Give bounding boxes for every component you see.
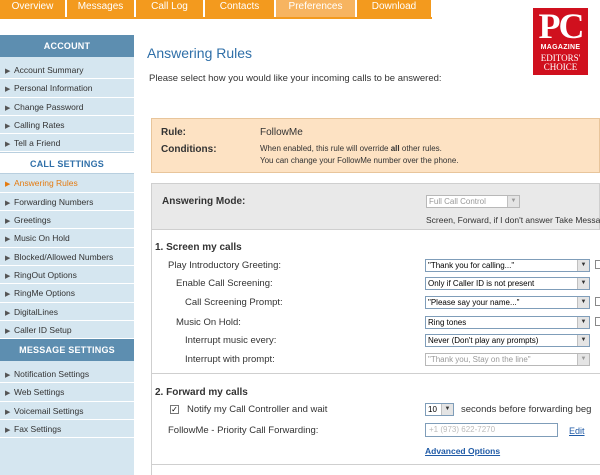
sidebar-item-voicemail-settings[interactable] xyxy=(0,402,134,420)
edit-prompt-icon[interactable] xyxy=(595,297,600,306)
sidebar-item-ringme-options[interactable] xyxy=(0,284,134,302)
conditions-label: Conditions: xyxy=(161,144,217,155)
edit-music-icon[interactable] xyxy=(595,317,600,326)
rule-value: FollowMe xyxy=(260,127,303,138)
section-divider xyxy=(151,464,600,465)
tab-download[interactable]: Download xyxy=(357,0,432,17)
sidebar-item-greetings[interactable] xyxy=(0,211,134,229)
interrupt-every-select[interactable] xyxy=(425,334,590,347)
select-value: "Thank you for calling..." xyxy=(428,261,515,270)
enable-screening-select[interactable] xyxy=(425,277,590,290)
interrupt-prompt-select[interactable] xyxy=(425,353,590,366)
tab-contacts[interactable]: Contacts xyxy=(205,0,275,17)
arrow-right-icon: ▶ xyxy=(5,68,11,75)
answering-mode-select[interactable] xyxy=(426,195,520,208)
chevron-down-icon: ▼ xyxy=(577,260,589,271)
section-divider xyxy=(151,373,600,374)
sidebar-item-label: Fax Settings xyxy=(14,424,62,435)
tab-messages[interactable]: Messages xyxy=(67,0,135,17)
sidebar-item-account-summary[interactable] xyxy=(0,61,134,79)
arrow-right-icon: ▶ xyxy=(5,86,11,94)
select-value: "Thank you, Stay on the line" xyxy=(428,355,531,364)
arrow-right-icon: ▶ xyxy=(5,309,11,317)
pc-magazine-editors-choice-logo xyxy=(533,8,588,75)
play-greeting-label: Play Introductory Greeting: xyxy=(168,260,281,271)
rule-label: Rule: xyxy=(161,127,186,138)
screening-prompt-label: Call Screening Prompt: xyxy=(185,297,283,308)
arrow-right-icon: ▶ xyxy=(5,291,11,299)
sidebar-header-call-settings: CALL SETTINGS xyxy=(0,152,134,174)
wait-seconds-select[interactable] xyxy=(425,403,454,416)
sidebar-item-label: DigitalLines xyxy=(14,306,58,317)
arrow-right-icon: ▶ xyxy=(5,181,11,189)
sidebar-item-label: Caller ID Setup xyxy=(14,324,72,335)
arrow-right-icon: ▶ xyxy=(5,104,11,112)
badge-choice-text: CHOICE xyxy=(543,62,578,72)
chevron-down-icon: ▼ xyxy=(577,317,589,328)
sidebar-item-web-settings[interactable] xyxy=(0,383,134,401)
sidebar-item-change-password[interactable] xyxy=(0,98,134,116)
sidebar-item-label: Music On Hold xyxy=(14,233,70,244)
sidebar-item-label: Answering Rules xyxy=(14,178,78,189)
select-value: Never (Don't play any prompts) xyxy=(428,336,539,345)
arrow-right-icon: ▶ xyxy=(5,122,11,130)
notify-controller-checkbox[interactable]: ✓ xyxy=(171,405,178,414)
sidebar-item-caller-id-setup[interactable] xyxy=(0,321,134,339)
arrow-right-icon: ▶ xyxy=(5,390,11,398)
chevron-down-icon: ▼ xyxy=(577,278,589,289)
chevron-down-icon: ▼ xyxy=(441,404,453,415)
sidebar-item-label: Tell a Friend xyxy=(14,138,61,149)
notify-controller-label: Notify my Call Controller and wait xyxy=(187,404,328,415)
wait-seconds-suffix: seconds before forwarding beg xyxy=(461,404,592,415)
tab-preferences[interactable]: Preferences xyxy=(276,0,356,17)
sidebar-item-label: Change Password xyxy=(14,101,84,112)
interrupt-prompt-label: Interrupt with prompt: xyxy=(185,354,275,365)
arrow-right-icon: ▶ xyxy=(5,218,11,226)
badge-pc-text: PC xyxy=(538,6,583,46)
nav-underline xyxy=(0,17,432,19)
sidebar-item-blocked-allowed-numbers[interactable] xyxy=(0,248,134,266)
sidebar-header-account: ACCOUNT xyxy=(0,35,134,57)
sidebar-item-label: Greetings xyxy=(14,215,51,226)
sidebar-item-label: Forwarding Numbers xyxy=(14,196,94,207)
followme-number-input[interactable]: +1 (973) 622-7270 xyxy=(425,423,558,437)
arrow-right-icon: ▶ xyxy=(5,408,11,416)
sidebar-item-personal-information[interactable] xyxy=(0,79,134,97)
sidebar-header-message-settings: MESSAGE SETTINGS xyxy=(0,339,134,361)
badge-magazine-text: MAGAZINE xyxy=(540,44,581,51)
sidebar-item-music-on-hold[interactable] xyxy=(0,229,134,247)
tab-overview[interactable]: Overview xyxy=(0,0,66,17)
section-forward-calls-title: 2. Forward my calls xyxy=(155,387,248,398)
sidebar-item-answering-rules[interactable] xyxy=(0,174,134,192)
advanced-options-link[interactable]: Advanced Options xyxy=(425,446,501,456)
play-greeting-select[interactable] xyxy=(425,259,590,272)
sidebar-item-label: Personal Information xyxy=(14,83,93,94)
arrow-right-icon: ▶ xyxy=(5,254,11,262)
sidebar-item-label: RingMe Options xyxy=(14,288,75,299)
sidebar-item-digitallines[interactable] xyxy=(0,303,134,321)
select-value: Only if Caller ID is not present xyxy=(428,279,535,288)
chevron-down-icon: ▼ xyxy=(507,196,519,207)
sidebar-item-ringout-options[interactable] xyxy=(0,266,134,284)
answering-mode-box xyxy=(151,183,600,230)
chevron-down-icon: ▼ xyxy=(577,297,589,308)
music-on-hold-select[interactable] xyxy=(425,316,590,329)
enable-screening-label: Enable Call Screening: xyxy=(176,278,273,289)
music-on-hold-label: Music On Hold: xyxy=(176,317,241,328)
interrupt-every-label: Interrupt music every: xyxy=(185,335,277,346)
sidebar xyxy=(0,35,134,475)
chevron-down-icon: ▼ xyxy=(577,354,589,365)
sidebar-item-label: Voicemail Settings xyxy=(14,405,84,416)
arrow-right-icon: ▶ xyxy=(5,427,11,435)
arrow-right-icon: ▶ xyxy=(5,372,11,380)
sidebar-item-label: Blocked/Allowed Numbers xyxy=(14,251,114,262)
sidebar-item-forwarding-numbers[interactable] xyxy=(0,193,134,211)
section-screen-calls-title: 1. Screen my calls xyxy=(155,242,242,253)
sidebar-item-tell-a-friend[interactable] xyxy=(0,134,134,152)
arrow-right-icon: ▶ xyxy=(5,141,11,149)
sidebar-item-fax-settings[interactable] xyxy=(0,420,134,438)
top-navigation xyxy=(0,0,600,19)
arrow-right-icon: ▶ xyxy=(5,272,11,280)
select-value: Ring tones xyxy=(428,318,467,327)
edit-followme-link[interactable]: Edit xyxy=(569,426,585,436)
sidebar-item-label: Web Settings xyxy=(14,387,65,398)
answering-mode-description: Screen, Forward, if I don't answer Take Messa xyxy=(426,215,600,225)
sidebar-item-label: Notification Settings xyxy=(14,369,90,380)
select-value: "Please say your name..." xyxy=(428,298,520,307)
chevron-down-icon: ▼ xyxy=(577,335,589,346)
followme-forwarding-label: FollowMe - Priority Call Forwarding: xyxy=(168,425,319,436)
tab-call-log[interactable]: Call Log xyxy=(136,0,204,17)
screening-prompt-select[interactable] xyxy=(425,296,590,309)
page-title: Answering Rules xyxy=(147,45,253,61)
sidebar-item-notification-settings[interactable] xyxy=(0,365,134,383)
edit-greeting-icon[interactable] xyxy=(595,260,600,269)
answering-mode-label: Answering Mode: xyxy=(162,196,246,207)
conditions-line-1: When enabled, this rule will override all other rules. xyxy=(260,144,442,153)
conditions-line-2: You can change your FollowMe number over the phone. xyxy=(260,156,459,165)
sidebar-item-calling-rates[interactable] xyxy=(0,116,134,134)
page-subtitle: Please select how you would like your incoming calls to be answered: xyxy=(149,73,442,84)
sidebar-item-label: Calling Rates xyxy=(14,119,65,130)
sidebar-item-label: RingOut Options xyxy=(14,269,77,280)
select-value: Full Call Control xyxy=(429,197,486,206)
select-value: 10 xyxy=(428,405,437,414)
arrow-right-icon: ▶ xyxy=(5,236,11,244)
sidebar-item-label: Account Summary xyxy=(14,65,84,75)
rule-summary-box xyxy=(151,118,600,173)
badge-editors-text: EDITORS' xyxy=(540,53,581,63)
content-left-border xyxy=(151,230,152,475)
arrow-right-icon: ▶ xyxy=(5,199,11,207)
arrow-right-icon: ▶ xyxy=(5,327,11,335)
